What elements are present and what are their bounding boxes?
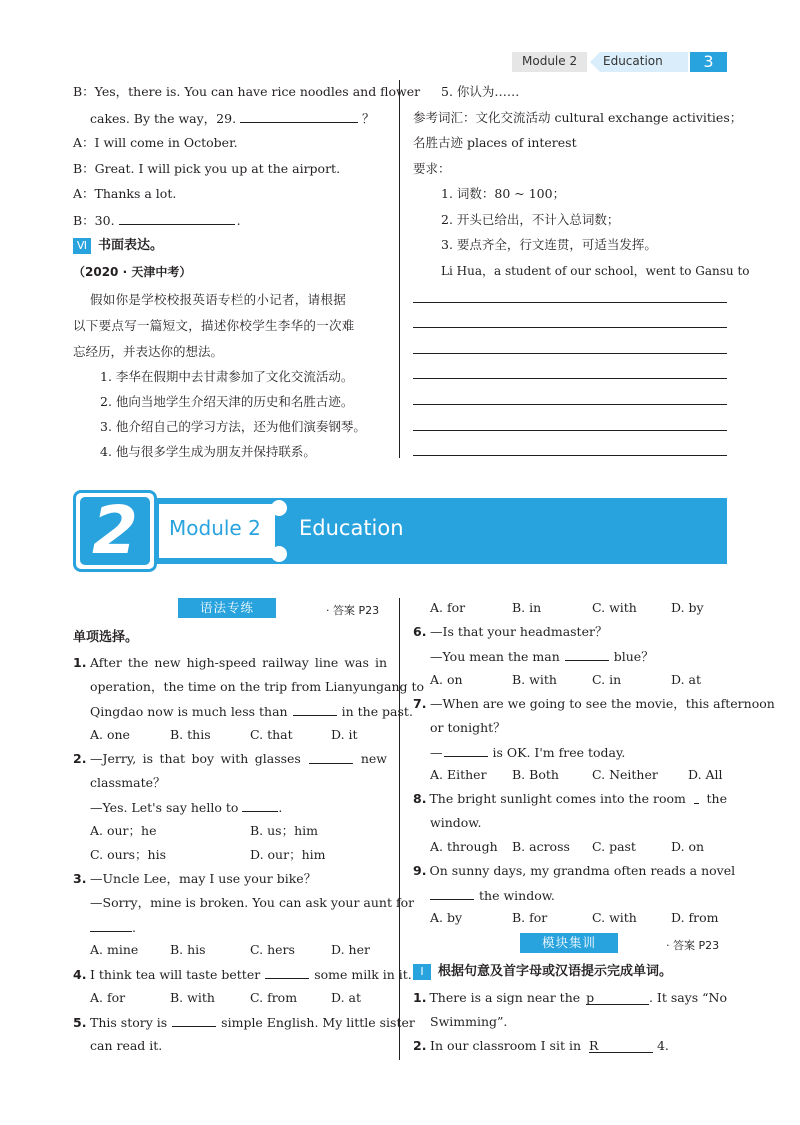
point-line: 5. 你认为…… [441, 84, 520, 99]
fill-item-1 [413, 990, 727, 1006]
option-a[interactable]: A. by [430, 910, 463, 925]
option-d[interactable]: D. from [671, 910, 719, 925]
answer-blank-29[interactable] [240, 110, 358, 123]
answer-blank[interactable] [90, 919, 132, 932]
writing-line[interactable] [413, 378, 727, 379]
question-line: window. [430, 815, 482, 830]
writing-line[interactable] [413, 404, 727, 405]
option-a[interactable]: A. for [430, 600, 466, 615]
question-text: some milk in it. [314, 967, 412, 982]
option-c[interactable]: C. in [592, 672, 622, 687]
question-5 [73, 1014, 415, 1031]
prompt-line: 忘经历，并表达你的想法。 [73, 344, 224, 359]
question-line [430, 887, 555, 904]
question-9 [413, 863, 736, 879]
question-line: classmate？ [90, 775, 166, 790]
header-title: Education [603, 54, 663, 68]
answer-blank[interactable] [565, 648, 609, 661]
option-c[interactable]: C. hers [250, 942, 295, 957]
fill-item-2 [413, 1038, 669, 1054]
option-c[interactable]: C. Neither [592, 767, 658, 782]
question-text: . [132, 920, 136, 935]
vocab-line: 名胜古迹 places of interest [413, 135, 577, 150]
first-letter-blank[interactable] [589, 1038, 653, 1053]
question-4 [73, 966, 412, 983]
question-text: is OK. I'm free today. [492, 745, 626, 760]
page-number [690, 52, 727, 72]
section-number-badge: Ⅰ [413, 964, 431, 980]
option-a[interactable]: A. our；he [90, 823, 157, 838]
question-1 [73, 655, 387, 671]
dialog-text: ？ [362, 111, 375, 126]
banner-notch-top [271, 500, 287, 516]
option-b[interactable]: B. Both [512, 767, 559, 782]
question-text: There is a sign near the [429, 990, 581, 1005]
option-d[interactable]: D. by [671, 600, 704, 615]
point-line: 2. 他向当地学生介绍天津的历史和名胜古迹。 [100, 394, 354, 409]
option-d[interactable]: D. on [671, 839, 705, 854]
dialog-line: A：Thanks a lot. [73, 186, 177, 201]
dialog-text: . [236, 213, 241, 228]
column-divider-top [399, 80, 400, 458]
option-a[interactable]: A. for [90, 990, 126, 1005]
question-text: . It says “No [648, 990, 727, 1005]
question-2 [73, 751, 387, 767]
answer-blank[interactable] [265, 966, 309, 979]
dialog-line [90, 110, 375, 127]
section-heading-6 [73, 237, 163, 254]
section-title: 根据句意及首字母或汉语提示完成单词。 [437, 964, 672, 979]
question-number: 6. [413, 624, 427, 639]
option-b[interactable]: B. this [170, 727, 211, 742]
question-line [90, 703, 413, 720]
question-text: new [360, 751, 387, 766]
writing-line[interactable] [413, 327, 727, 328]
question-line [430, 648, 654, 665]
option-b[interactable]: B. in [512, 600, 542, 615]
writing-line[interactable] [413, 353, 727, 354]
requirement-heading: 要求： [413, 161, 451, 176]
question-text: 4. [656, 1038, 669, 1053]
question-number: 1. [73, 655, 87, 670]
option-b[interactable]: B. with [170, 990, 215, 1005]
module-training-tag: 模块集训 [520, 933, 618, 953]
dialog-line: B：Yes，there is. You can have rice noodles and flower [73, 84, 421, 99]
prompt-line: 假如你是学校校报英语专栏的小记者，请根据 [90, 292, 347, 307]
question-number: 7. [413, 696, 427, 711]
option-c[interactable]: C. with [592, 910, 637, 925]
question-number: 1. [413, 990, 427, 1005]
question-text: —When are we going to see the movie，this afternoon [430, 696, 775, 711]
banner-notch-bottom [271, 546, 287, 562]
question-number: 2. [73, 751, 87, 766]
question-text: I think tea will taste better [90, 967, 261, 982]
question-text: The bright sunlight comes into the room [429, 791, 686, 806]
requirement-line: 3. 要点齐全，行文连贯，可适当发挥。 [441, 237, 657, 252]
question-heading: 单项选择。 [73, 630, 139, 645]
banner-number: 2 [92, 492, 138, 569]
question-number: 9. [413, 863, 427, 878]
question-text: simple English. My little sister [221, 1015, 415, 1030]
answer-blank[interactable] [309, 751, 353, 764]
question-text: blue？ [613, 649, 654, 664]
point-line: 4. 他与很多学生成为朋友并保持联系。 [100, 444, 316, 459]
first-letter-blank[interactable] [586, 990, 649, 1005]
section-heading-1 [413, 963, 672, 980]
grammar-tag: 语法专练 [178, 598, 276, 618]
question-line: —Sorry，mine is broken. You can ask your aunt for [90, 895, 415, 910]
dialog-text: cakes. By the way，29. [90, 111, 237, 126]
option-b[interactable]: B. his [170, 942, 206, 957]
point-line: 3. 他介绍自己的学习方法，还为他们演奏钢琴。 [100, 419, 366, 434]
question-text: . [278, 800, 283, 815]
option-b[interactable]: B. with [512, 672, 557, 687]
question-line [90, 919, 136, 936]
answer-blank[interactable] [172, 1014, 216, 1027]
banner-module: Module 2 [169, 516, 261, 540]
option-b[interactable]: B. across [512, 839, 570, 854]
answer-blank-30[interactable] [119, 212, 235, 225]
option-a[interactable]: A. on [430, 672, 463, 687]
question-text: On sunny days, my grandma often reads a novel [429, 863, 736, 878]
question-number: 2. [413, 1038, 427, 1053]
requirement-line: 2. 开头已给出，不计入总词数； [441, 212, 620, 227]
option-d[interactable]: D. her [331, 942, 370, 957]
question-line: Swimming”. [430, 1014, 508, 1029]
column-divider-bottom [399, 598, 400, 1060]
question-line: or tonight？ [430, 720, 506, 735]
first-letter: R [588, 1038, 599, 1053]
question-line [90, 799, 282, 816]
question-text: the window. [479, 888, 555, 903]
option-a[interactable]: A. through [430, 839, 498, 854]
option-a[interactable]: A. Either [430, 767, 487, 782]
question-text: — [430, 745, 443, 760]
dialog-line [73, 212, 241, 229]
answer-blank[interactable] [444, 744, 488, 757]
option-d[interactable]: D. at [331, 990, 361, 1005]
answer-ref: · 答案 P23 [326, 604, 380, 617]
prompt-line: 以下要点写一篇短文，描述你校学生李华的一次难 [73, 318, 355, 333]
dialog-line: A：I will come in October. [73, 135, 238, 150]
question-line: can read it. [90, 1038, 163, 1053]
question-6 [413, 624, 607, 640]
question-text: Qingdao now is much less than [90, 704, 288, 719]
option-d[interactable]: D. it [331, 727, 358, 742]
question-line [430, 744, 625, 761]
dialog-text: B：30. [73, 213, 115, 228]
page-number-text: 3 [703, 52, 714, 71]
option-b[interactable]: B. us；him [250, 823, 318, 838]
module-banner [73, 490, 727, 572]
question-text: —You mean the man [430, 649, 560, 664]
option-c[interactable]: C. ours；his [90, 847, 166, 862]
question-text: —Jerry, is that boy with glasses [90, 751, 301, 766]
question-number: 5. [73, 1015, 87, 1030]
point-line: 1. 李华在假期中去甘肃参加了文化交流活动。 [100, 369, 354, 384]
question-text: This story is [90, 1015, 168, 1030]
answer-blank[interactable] [694, 791, 699, 804]
source-note: （2020 · 天津中考） [73, 265, 192, 279]
question-text: After the new high-speed railway line was in [90, 655, 387, 670]
option-b[interactable]: B. for [512, 910, 548, 925]
requirement-line: 1. 词数：80 ~ 100； [441, 186, 566, 201]
question-number: 3. [73, 871, 87, 886]
first-letter: p [586, 990, 595, 1005]
question-number: 4. [73, 967, 87, 982]
dialog-line: B：Great. I will pick you up at the airport. [73, 161, 341, 176]
answer-blank[interactable] [293, 703, 337, 716]
question-number: 8. [413, 791, 427, 806]
option-d[interactable]: D. at [671, 672, 701, 687]
option-c[interactable]: C. from [250, 990, 298, 1005]
option-c[interactable]: C. with [592, 600, 637, 615]
answer-ref: · 答案 P23 [666, 939, 720, 952]
question-text: In our classroom I sit in [430, 1038, 581, 1053]
answer-blank[interactable] [430, 887, 474, 900]
option-a[interactable]: A. one [90, 727, 130, 742]
writing-line[interactable] [413, 302, 727, 303]
question-text: the [706, 791, 727, 806]
question-line: operation，the time on the trip from Lianyungang to [90, 679, 425, 694]
option-d[interactable]: D. All [688, 767, 723, 782]
header-bar [512, 52, 727, 72]
question-text: —Uncle Lee，may I use your bike？ [90, 871, 317, 886]
essay-start: Li Hua，a student of our school，went to Gansu to [441, 264, 750, 278]
question-text: —Yes. Let's say hello to [90, 800, 239, 815]
question-text: in the past. [341, 704, 413, 719]
option-a[interactable]: A. mine [90, 942, 139, 957]
banner-title: Education [299, 516, 404, 540]
section-number-badge: Ⅵ [73, 238, 91, 254]
writing-line[interactable] [413, 455, 727, 456]
section-title: 书面表达。 [97, 238, 163, 253]
writing-line[interactable] [413, 430, 727, 431]
question-7 [413, 696, 775, 712]
option-c[interactable]: C. that [250, 727, 293, 742]
option-c[interactable]: C. past [592, 839, 636, 854]
question-3 [73, 871, 316, 887]
question-text: —Is that your headmaster？ [430, 624, 608, 639]
answer-blank[interactable] [242, 799, 278, 812]
question-8 [413, 791, 727, 807]
vocab-line: 参考词汇：文化交流活动 cultural exchange activities； [413, 110, 743, 125]
option-d[interactable]: D. our；him [250, 847, 326, 862]
header-module: Module 2 [522, 54, 578, 68]
